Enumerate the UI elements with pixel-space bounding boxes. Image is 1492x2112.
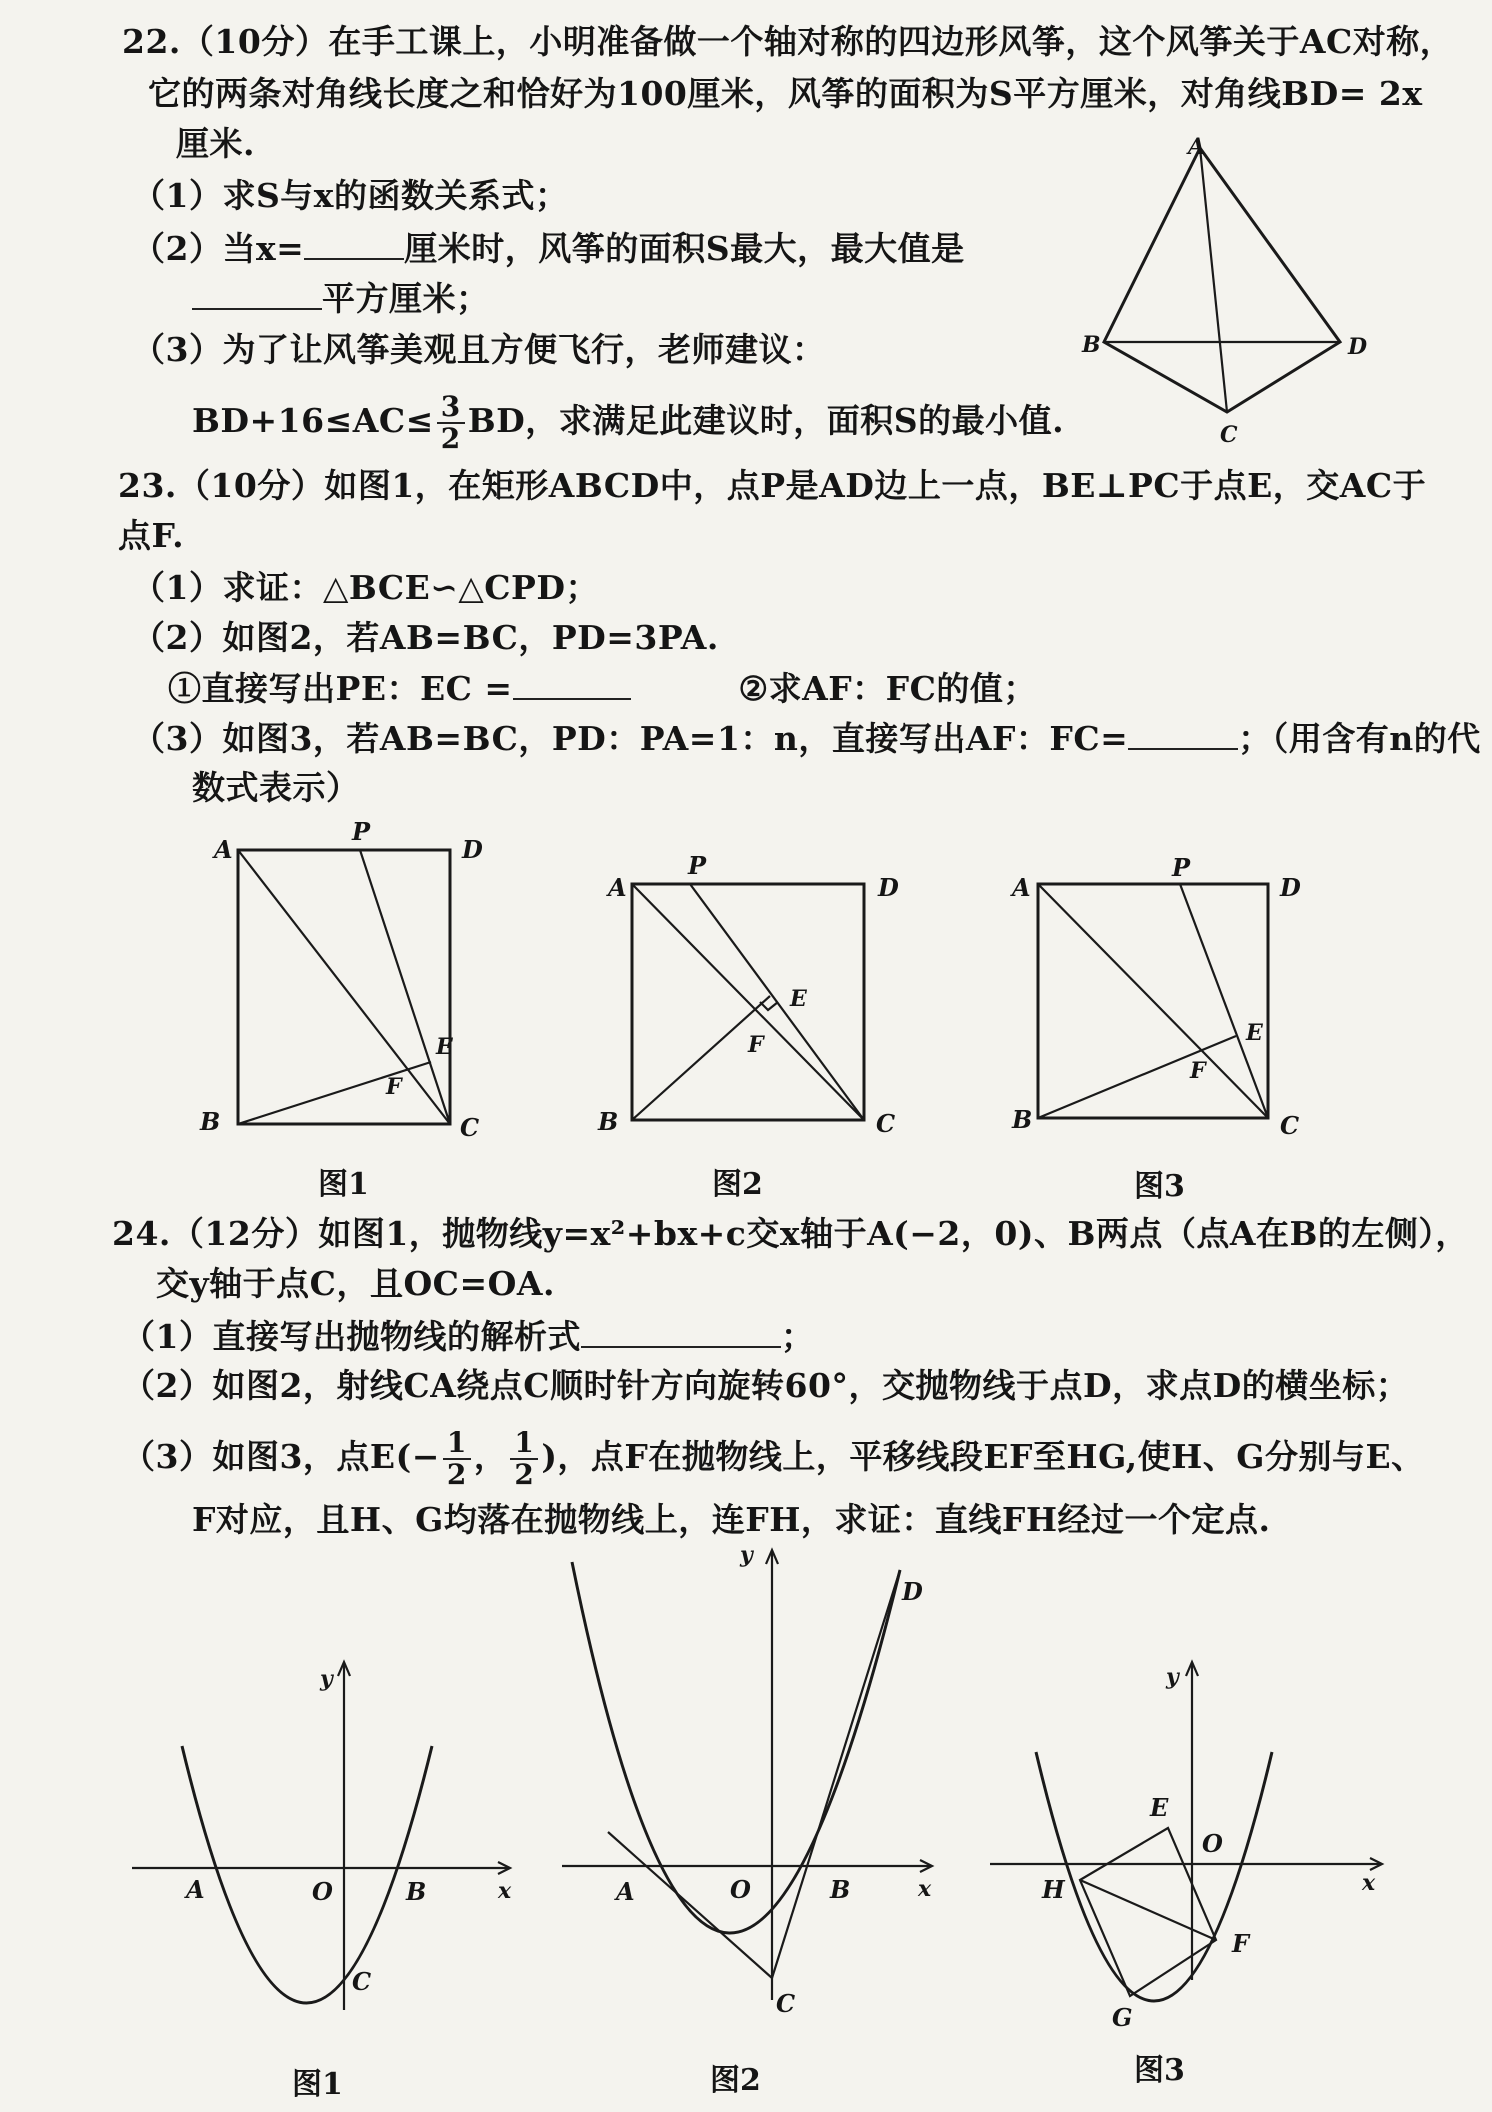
- caption-p3: 图3: [1134, 2053, 1185, 2088]
- caption-fig2: 图2: [712, 1167, 763, 1202]
- caption-fig3: 图3: [1134, 1169, 1185, 1204]
- q22-line-3: 厘米.: [176, 124, 255, 163]
- parabola-figure-2: [562, 1542, 932, 2098]
- q24-line-1: 24.（12分）如图1，抛物线y=x²+bx+c交x轴于A(−2，0)、B两点（点A在B的左侧），: [112, 1214, 1469, 1253]
- p2-label-o: O: [730, 1875, 751, 1904]
- kite-label-a: A: [1188, 134, 1206, 160]
- q22-condition-pre: BD+16≤AC≤: [192, 401, 434, 440]
- caption-fig1: 图1: [318, 1167, 369, 1202]
- rect-figure-2: [597, 851, 899, 1202]
- q23-sub-2: ②求AF：FC的值；: [738, 669, 1037, 708]
- fig2-label-c: C: [876, 1109, 896, 1138]
- fig2-label-f: F: [748, 1032, 764, 1058]
- q24-part-3-cont: F对应，且H、G均落在抛物线上，连FH，求证：直线FH经过一个定点.: [192, 1500, 1271, 1539]
- p1-label-y: y: [320, 1666, 333, 1692]
- ray-cd-2: [772, 1570, 900, 1978]
- fig3-label-p: P: [1172, 853, 1191, 882]
- q22-line-2: 它的两条对角线长度之和恰好为100厘米，风筝的面积为S平方厘米，对角线BD= 2x: [148, 74, 1423, 113]
- parabola-curve-3: [1036, 1752, 1272, 2001]
- p3-label-y: y: [1166, 1664, 1179, 1690]
- q24-part-3-pre: （3）如图3，点E(−: [122, 1437, 440, 1476]
- q22-condition-post: BD，求满足此建议时，面积S的最小值.: [467, 401, 1065, 440]
- kite-label-d: D: [1348, 334, 1368, 360]
- caption-p1: 图1: [292, 2067, 343, 2102]
- q24-part-3: （3）如图3，点E(− $\frac{1}{2}$ ， $\frac{1}{2}$ )，点F在抛物线上，平移线段EF至HG,使H、G分别与E、: [122, 1426, 1425, 1491]
- p1-label-c: C: [352, 1967, 372, 1996]
- segment-be-2: [632, 996, 770, 1120]
- rect-figure-1: [199, 817, 483, 1202]
- p3-label-o: O: [1202, 1829, 1223, 1858]
- fraction-one-half-b: $\frac{1}{2}$: [510, 1428, 538, 1490]
- kite-label-c: C: [1220, 422, 1238, 448]
- fig3-label-a: A: [1012, 873, 1031, 902]
- kite-label-b: B: [1082, 332, 1101, 358]
- q22-part-2-c: 平方厘米；: [322, 279, 490, 318]
- p3-label-g: G: [1112, 2003, 1133, 2032]
- q23-part-2: （2）如图2，若AB=BC，PD=3PA.: [132, 618, 719, 657]
- q23-part-3-a: （3）如图3，若AB=BC，PD：PA=1：n，直接写出AF：FC=: [132, 719, 1129, 758]
- diagonal-ac: [1200, 148, 1227, 412]
- p2-label-c: C: [776, 1989, 796, 2018]
- fig1-label-p: P: [352, 817, 371, 846]
- p3-label-f: F: [1232, 1929, 1250, 1958]
- q24-part-1: （1）直接写出抛物线的解析式 ；: [122, 1317, 815, 1356]
- fig1-label-b: B: [200, 1107, 221, 1136]
- q23-part-3-b: ；（用含有n的代: [1238, 719, 1481, 758]
- fig3-label-e: E: [1246, 1020, 1263, 1046]
- segment-fh: [1080, 1880, 1216, 1940]
- diagonal-ac-3: [1038, 884, 1268, 1118]
- p2-label-x: x: [918, 1876, 932, 1902]
- p2-label-d: D: [902, 1577, 923, 1606]
- segment-be-3: [1038, 1036, 1236, 1118]
- fig1-label-a: A: [214, 835, 233, 864]
- p2-label-y: y: [740, 1542, 753, 1568]
- p1-label-x: x: [498, 1878, 512, 1904]
- kite-figure: [1081, 134, 1367, 448]
- p2-label-a: A: [616, 1877, 635, 1906]
- q22-part-3: （3）为了让风筝美观且方便飞行，老师建议：: [132, 330, 826, 369]
- p1-label-a: A: [186, 1875, 205, 1904]
- q24-part-1-a: （1）直接写出抛物线的解析式: [122, 1317, 581, 1356]
- q22-part-2-a: （2）当x=: [132, 229, 305, 268]
- parabola-figure-1: [132, 1662, 512, 2102]
- p3-label-x: x: [1362, 1870, 1376, 1896]
- q23-part-1: （1）求证：△BCE∽△CPD；: [132, 568, 599, 607]
- fig2-label-e: E: [790, 986, 807, 1012]
- right-angle-mark-2: [760, 1002, 778, 1010]
- q24-line-2: 交y轴于点C，且OC=OA.: [156, 1264, 555, 1303]
- q22-part-1: （1）求S与x的函数关系式；: [132, 176, 569, 215]
- parabola-curve-1: [182, 1746, 432, 2003]
- fig2-label-p: P: [688, 851, 707, 880]
- fig1-label-d: D: [462, 835, 483, 864]
- p1-label-o: O: [312, 1877, 333, 1906]
- parabola-figure-3: [990, 1662, 1382, 2088]
- p3-label-e: E: [1150, 1793, 1169, 1822]
- fig1-label-f: F: [386, 1074, 402, 1100]
- caption-p2: 图2: [710, 2063, 761, 2098]
- segment-pc-1: [360, 850, 450, 1124]
- fig3-label-f: F: [1190, 1058, 1206, 1084]
- diagonal-ac-1: [238, 850, 450, 1124]
- q24-part-2: （2）如图2，射线CA绕点C顺时针方向旋转60°，交抛物线于点D，求点D的横坐标；: [122, 1366, 1410, 1405]
- fig2-label-a: A: [608, 873, 627, 902]
- fig1-label-c: C: [460, 1113, 480, 1142]
- q23-line-1: 23.（10分）如图1，在矩形ABCD中，点P是AD边上一点，BE⊥PC于点E，交AC于: [118, 466, 1427, 505]
- q23-part-3-cont: 数式表示）: [192, 768, 360, 807]
- fig2-label-b: B: [598, 1107, 619, 1136]
- q23-line-2: 点F.: [118, 516, 185, 555]
- segment-be-1: [238, 1062, 431, 1124]
- rect-figure-3: [1010, 853, 1301, 1204]
- fig3-label-c: C: [1280, 1111, 1300, 1140]
- fig2-label-d: D: [878, 873, 899, 902]
- p3-label-h: H: [1042, 1875, 1065, 1904]
- q24-part-3-post: )，点F在抛物线上，平移线段EF至HG,使H、G分别与E、: [541, 1437, 1425, 1476]
- diagonal-ac-2: [632, 884, 864, 1120]
- q22-part-2-b: 厘米时，风筝的面积S最大，最大值是: [404, 229, 965, 268]
- p1-label-b: B: [406, 1877, 427, 1906]
- p2-label-b: B: [830, 1875, 851, 1904]
- q23-sub-1: ①直接写出PE：EC =: [168, 669, 513, 708]
- fig3-label-b: B: [1012, 1105, 1033, 1134]
- fraction-one-half-a: $\frac{1}{2}$: [443, 1428, 471, 1490]
- fig3-label-d: D: [1280, 873, 1301, 902]
- fig1-label-e: E: [436, 1034, 453, 1060]
- fraction-three-halves: $\frac{3}{2}$: [437, 392, 465, 454]
- q22-line-1: 22.（10分）在手工课上，小明准备做一个轴对称的四边形风筝，这个风筝关于AC对称，: [122, 22, 1454, 61]
